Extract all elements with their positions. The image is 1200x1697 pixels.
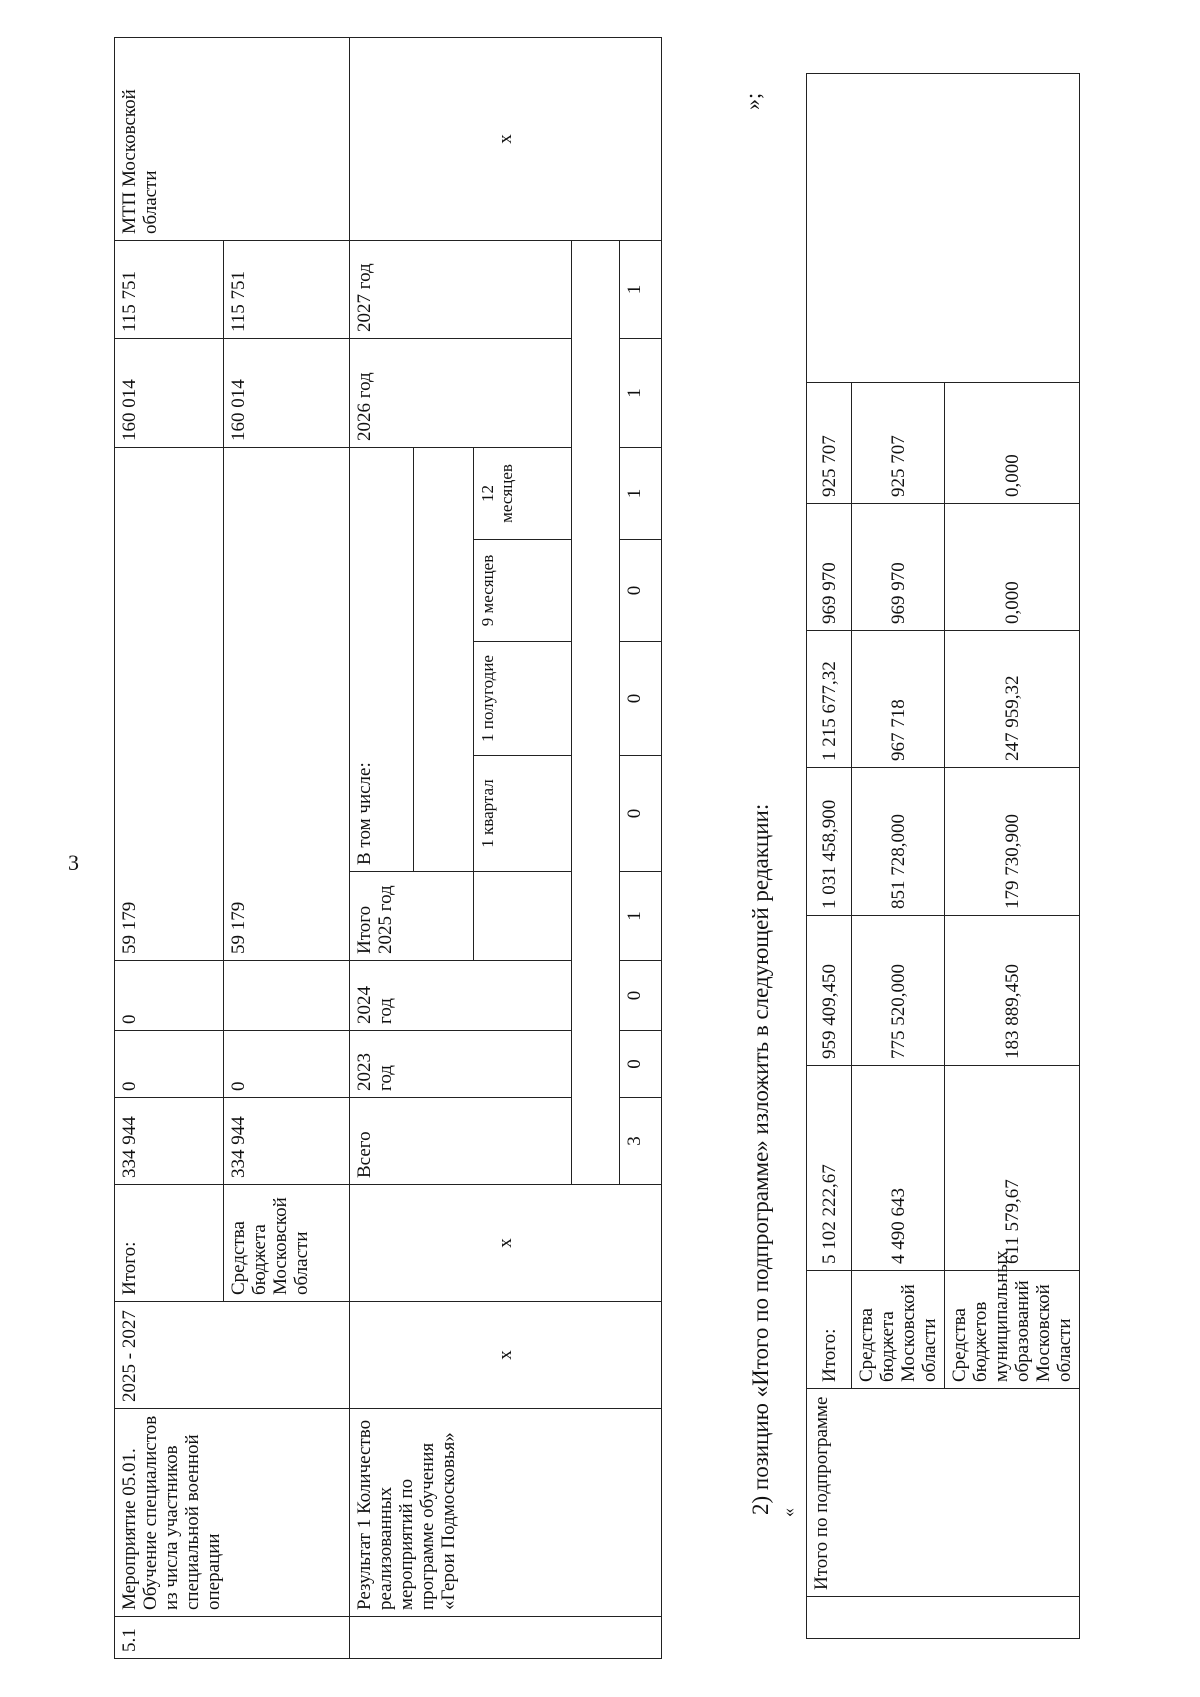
table-cell: 115 751 xyxy=(115,240,224,338)
table-cell: 0 xyxy=(620,756,662,872)
table-cell: 4 490 643 xyxy=(852,1066,945,1271)
table-cell xyxy=(807,1597,1080,1639)
row-number: 5.1 xyxy=(115,1617,350,1659)
table-cell: 775 520,000 xyxy=(852,916,945,1066)
table-cell xyxy=(474,872,572,961)
table-row xyxy=(807,74,852,1639)
column-header: В том числе: xyxy=(350,447,414,871)
table-cell: 0 xyxy=(115,961,224,1031)
table-cell: 179 730,900 xyxy=(945,768,1080,916)
period-cell: 2025 - 2027 xyxy=(115,1302,350,1409)
column-header: 12 месяцев xyxy=(474,447,572,539)
subprogram-total-table xyxy=(806,73,1080,1639)
table-cell: 3 xyxy=(620,1098,662,1185)
table-cell: 1 xyxy=(620,447,662,539)
amendment-text: 2) позицию «Итого по подпрограмме» изложить в следующей редакции: xyxy=(748,803,773,1515)
page-number: 3 xyxy=(68,850,79,875)
table-cell xyxy=(414,447,474,871)
table-cell xyxy=(350,1617,662,1659)
closing-quote: »; xyxy=(740,92,765,110)
table-cell: 0 xyxy=(620,540,662,642)
table-cell: 1 215 677,32 xyxy=(807,631,852,768)
column-header: 9 месяцев xyxy=(474,540,572,642)
column-header: 1 полугодие xyxy=(474,642,572,756)
table-cell: 0,000 xyxy=(945,383,1080,504)
table-cell: 959 409,450 xyxy=(807,916,852,1066)
table-cell xyxy=(572,240,620,1184)
table-row xyxy=(115,37,224,1658)
column-header: 2026 год xyxy=(350,338,572,447)
table-cell: 59 179 xyxy=(224,447,350,960)
table-cell: 1 xyxy=(620,240,662,338)
table-cell: 611 579,67 xyxy=(945,1066,1080,1271)
column-header: 2023 год xyxy=(350,1031,572,1098)
table-cell: 0 xyxy=(620,642,662,756)
executor-cell: МТП Московской области xyxy=(115,37,350,240)
table-cell: 969 970 xyxy=(807,504,852,631)
table-cell: 160 014 xyxy=(224,338,350,447)
table-cell: 969 970 xyxy=(852,504,945,631)
total-label: Итого: xyxy=(115,1185,224,1302)
table-cell: х xyxy=(350,37,662,240)
column-header: Всего xyxy=(350,1098,572,1185)
column-header: 1 квартал xyxy=(474,756,572,872)
table-cell: 247 959,32 xyxy=(945,631,1080,768)
table-cell: 183 889,450 xyxy=(945,916,1080,1066)
row-label: Средства бюджета Московской области xyxy=(852,1271,945,1389)
activity-table xyxy=(114,37,662,1659)
table-cell: х xyxy=(350,1185,662,1302)
table-cell: 334 944 xyxy=(115,1098,224,1185)
table-cell: 1 xyxy=(620,872,662,961)
table-cell: 0 xyxy=(224,1031,350,1098)
table-cell xyxy=(807,74,1080,383)
source-label: Средства бюджета Московской области xyxy=(224,1185,350,1302)
table-row xyxy=(350,37,414,1658)
subprogram-label: Итого по подпрограмме xyxy=(807,1389,1080,1597)
column-header: 2027 год xyxy=(350,240,572,338)
table-cell: 59 179 xyxy=(115,447,224,960)
row-label: Средства бюджетов муниципальных образований Московской области xyxy=(945,1271,1080,1389)
table-cell: 1 031 458,900 xyxy=(807,768,852,916)
row-label: Итого: xyxy=(807,1271,852,1389)
table-cell: 0,000 xyxy=(945,504,1080,631)
table-cell: 115 751 xyxy=(224,240,350,338)
column-header: Итого 2025 год xyxy=(350,872,474,961)
table-cell: 0 xyxy=(620,1031,662,1098)
table-cell: 925 707 xyxy=(852,383,945,504)
table-cell: 0 xyxy=(620,961,662,1031)
table-cell: 5 102 222,67 xyxy=(807,1066,852,1271)
table-cell: 1 xyxy=(620,338,662,447)
table-cell xyxy=(224,961,350,1031)
table-cell: 851 728,000 xyxy=(852,768,945,916)
activity-name: Мероприятие 05.01. Обучение специалистов из числа участников специальной военной операции xyxy=(115,1409,350,1617)
table-cell: х xyxy=(350,1302,662,1409)
table-cell: 925 707 xyxy=(807,383,852,504)
column-header: 2024 год xyxy=(350,961,572,1031)
table-cell: 334 944 xyxy=(224,1098,350,1185)
table-cell: 967 718 xyxy=(852,631,945,768)
table-cell: 160 014 xyxy=(115,338,224,447)
table-cell: 0 xyxy=(115,1031,224,1098)
result-name: Результат 1 Количество реализованных мероприятий по программе обучения «Герои Подмосковья» xyxy=(350,1409,662,1617)
opening-quote: « xyxy=(778,1508,798,1517)
